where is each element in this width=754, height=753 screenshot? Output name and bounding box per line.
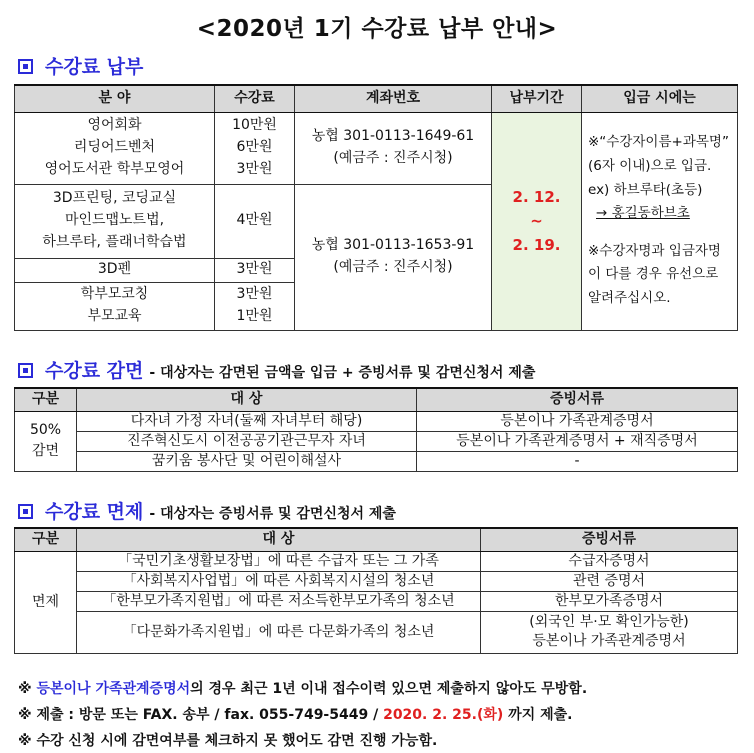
target-cell: 「국민기초생활보장법」에 따른 수급자 또는 그 가족	[77, 551, 481, 571]
section-description: - 대상자는 증빙서류 및 감면신청서 제출	[149, 506, 396, 522]
header-document: 증빙서류	[417, 388, 738, 411]
category-cell: 면제	[15, 551, 77, 653]
target-cell: 「한부모가족지원법」에 따른 저소득한부모가족의 청소년	[77, 591, 481, 611]
footer-note-1: ※ 등본이나 가족관계증명서의 경우 최근 1년 이내 접수이력 있으면 제출하지 않아도 무방함.	[18, 681, 588, 697]
section-fee-reduction	[18, 356, 535, 383]
section-title: 수강료 면제	[45, 501, 144, 523]
account-cell: 농협 301-0113-1649-61 (예금주 : 진주시청)	[295, 112, 492, 184]
target-cell: 진주혁신도시 이전공공기관근무자 자녀	[77, 431, 417, 451]
target-cell: 꿈키움 봉사단 및 어린이해설사	[77, 451, 417, 471]
field-cell: 3D펜	[15, 258, 215, 282]
target-cell: 「사회복지사업법」에 따른 사회복지시설의 청소년	[77, 571, 481, 591]
payment-period: 2. 12. ~ 2. 19.	[492, 112, 582, 330]
field-cell: 3D프린팅, 코딩교실 마인드맵노트법, 하브루타, 플래너학습법	[15, 184, 215, 258]
header-category: 구분	[15, 528, 77, 551]
footer-note-2: ※ 제출 : 방문 또는 FAX. 송부 / fax. 055-749-5449 / 2020. 2. 25.(화) 까지 제출.	[18, 707, 573, 723]
document-cell: 등본이나 가족관계증명서	[417, 411, 738, 431]
field-cell: 학부모코칭 부모교육	[15, 282, 215, 330]
header-deposit-note: 입금 시에는	[582, 85, 738, 112]
section-title: 수강료 납부	[45, 56, 144, 78]
fee-cell: 3만원 1만원	[215, 282, 295, 330]
account-cell: 농협 301-0113-1653-91 (예금주 : 진주시청)	[295, 184, 492, 330]
square-bullet-icon	[18, 504, 33, 519]
field-cell: 영어회화 리딩어드벤처 영어도서관 학부모영어	[15, 112, 215, 184]
fee-exemption-table	[14, 527, 738, 654]
header-document: 증빙서류	[481, 528, 738, 551]
document-cell: 한부모가족증명서	[481, 591, 738, 611]
header-field: 분 야	[15, 85, 215, 112]
document-cell: 등본이나 가족관계증명서 + 재직증명서	[417, 431, 738, 451]
footer-note-3: ※ 수강 신청 시에 감면여부를 체크하지 못 했어도 감면 진행 가능함.	[18, 733, 438, 749]
document-cell: -	[417, 451, 738, 471]
fee-cell: 4만원	[215, 184, 295, 258]
square-bullet-icon	[18, 59, 33, 74]
header-target: 대 상	[77, 388, 417, 411]
category-cell: 50% 감면	[15, 411, 77, 471]
fee-cell: 3만원	[215, 258, 295, 282]
header-account: 계좌번호	[295, 85, 492, 112]
section-description: - 대상자는 감면된 금액을 입금 + 증빙서류 및 감면신청서 제출	[149, 365, 536, 381]
document-cell: 관련 증명서	[481, 571, 738, 591]
footer-notes	[18, 676, 748, 753]
fee-reduction-table	[14, 387, 738, 472]
target-cell: 다자녀 가정 자녀(둘째 자녀부터 해당)	[77, 411, 417, 431]
header-target: 대 상	[77, 528, 481, 551]
deposit-note: ※“수강자이름+과목명” (6자 이내)으로 입금. ex) 하브루타(초등) → 홍길동하브초 ※수강자명과 입금자명 이 다를 경우 유선으로 알려주십시오.	[582, 112, 738, 330]
document-cell: (외국인 부·모 확인가능한) 등본이나 가족관계증명서	[481, 611, 738, 653]
fee-payment-table	[14, 84, 738, 331]
target-cell: 「다문화가족지원법」에 따른 다문화가족의 청소년	[77, 611, 481, 653]
page-title: <2020년 1기 수강료 납부 안내>	[196, 16, 558, 42]
section-title: 수강료 감면	[45, 360, 144, 382]
square-bullet-icon	[18, 363, 33, 378]
fee-cell: 10만원 6만원 3만원	[215, 112, 295, 184]
document-cell: 수급자증명서	[481, 551, 738, 571]
header-category: 구분	[15, 388, 77, 411]
header-period: 납부기간	[492, 85, 582, 112]
section-fee-exemption	[18, 497, 396, 524]
section-fee-payment	[18, 52, 143, 79]
header-fee: 수강료	[215, 85, 295, 112]
